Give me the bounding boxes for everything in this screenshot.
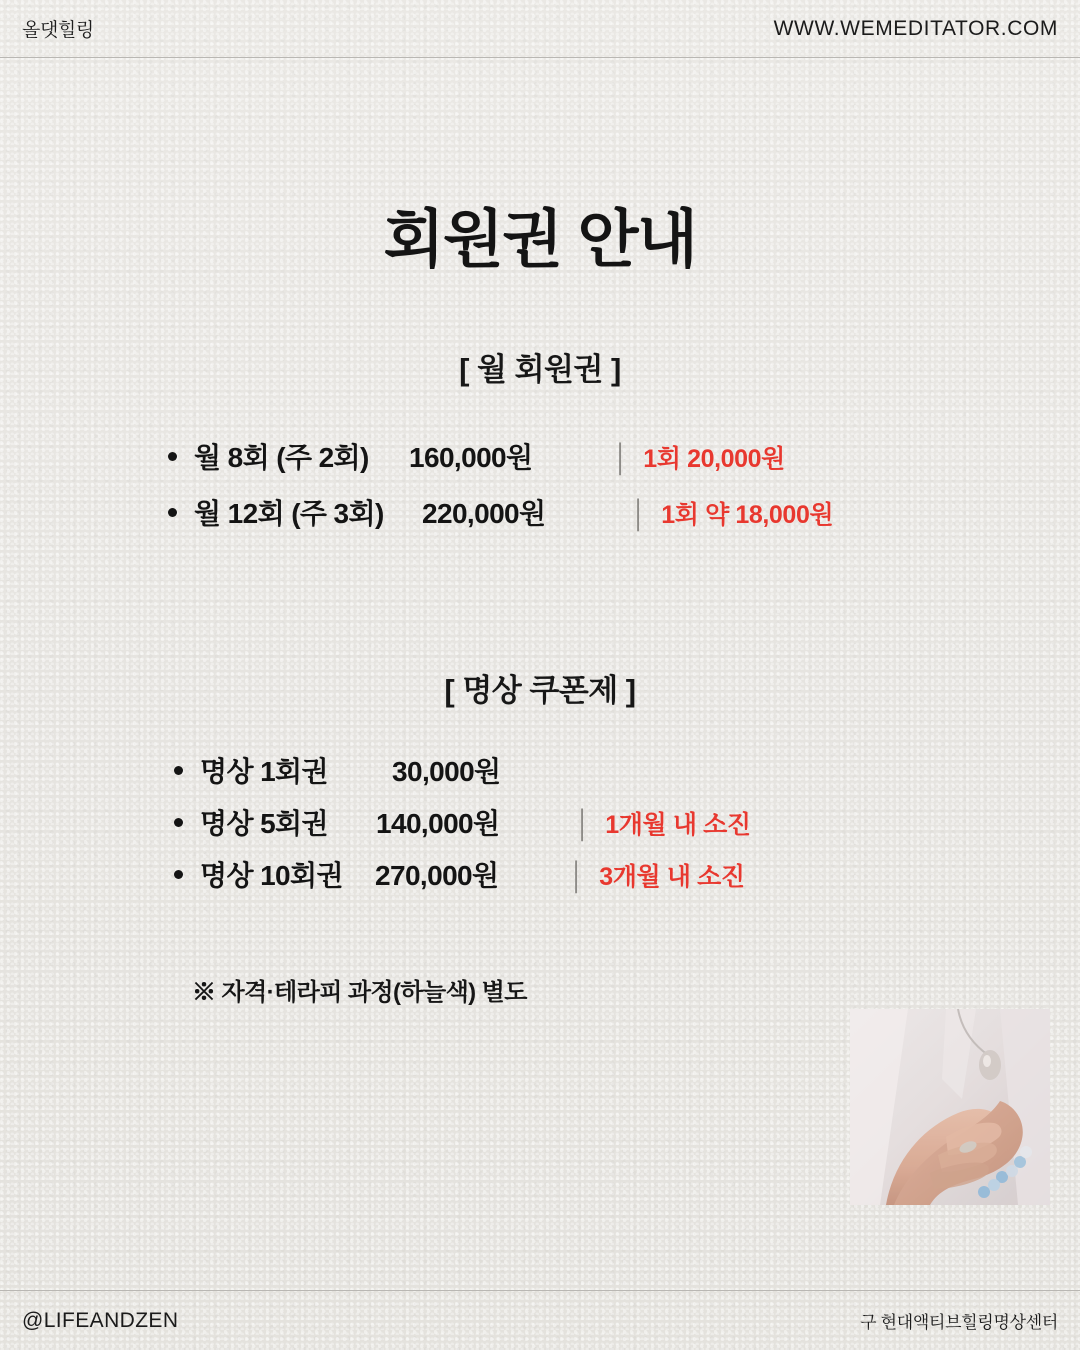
separator-glyph: │ [613, 443, 630, 473]
plan-price: 270,000원 [375, 860, 499, 891]
separator-glyph: │ [575, 809, 592, 839]
plan-price: 30,000원 [392, 756, 501, 787]
bullet-icon [174, 766, 183, 775]
bullet-icon [168, 508, 177, 517]
brand-name: 올댓힐링 [22, 20, 94, 41]
plan-label: 명상 1회권 [200, 756, 328, 787]
plan-price: 220,000원 [422, 498, 546, 529]
coupon-list [0, 750, 1080, 894]
former-center-name: 구 현대액티브힐링명상센터 [860, 1313, 1058, 1332]
main-content [0, 57, 1080, 1291]
section-heading-monthly: [ 월 회원권 ] [459, 352, 621, 387]
header-bar [0, 0, 1080, 57]
page-title: 회원권 안내 [383, 205, 697, 275]
list-item [174, 750, 1080, 790]
footnote-text: ※ 자격·테라피 과정(하늘색) 별도 [192, 979, 527, 1006]
hands-clasped-photo [850, 1009, 1050, 1205]
plan-label: 월 8회 (주 2회) [194, 442, 369, 473]
bullet-icon [174, 870, 183, 879]
plan-label: 월 12회 (주 3회) [194, 498, 384, 529]
plan-note: 1회 약 18,000원 [661, 501, 834, 529]
footer-bar [0, 1291, 1080, 1350]
monthly-membership-list [0, 436, 1080, 532]
list-item [174, 802, 1080, 842]
list-item [174, 854, 1080, 894]
plan-label: 명상 10회권 [200, 860, 343, 891]
plan-price: 160,000원 [409, 442, 533, 473]
bullet-icon [168, 452, 177, 461]
social-handle: @LIFEANDZEN [22, 1308, 179, 1332]
plan-price: 140,000원 [376, 808, 500, 839]
plan-note: 3개월 내 소진 [599, 863, 745, 891]
plan-label: 명상 5회권 [200, 808, 328, 839]
plan-note: 1개월 내 소진 [605, 811, 751, 839]
separator-glyph: │ [569, 861, 586, 891]
list-item [168, 492, 1080, 532]
plan-note: 1회 20,000원 [643, 445, 785, 473]
section-heading-coupon: [ 명상 쿠폰제 ] [444, 673, 636, 708]
bullet-icon [174, 818, 183, 827]
website-url: WWW.WEMEDITATOR.COM [773, 16, 1058, 40]
separator-glyph: │ [631, 499, 648, 529]
list-item [168, 436, 1080, 476]
